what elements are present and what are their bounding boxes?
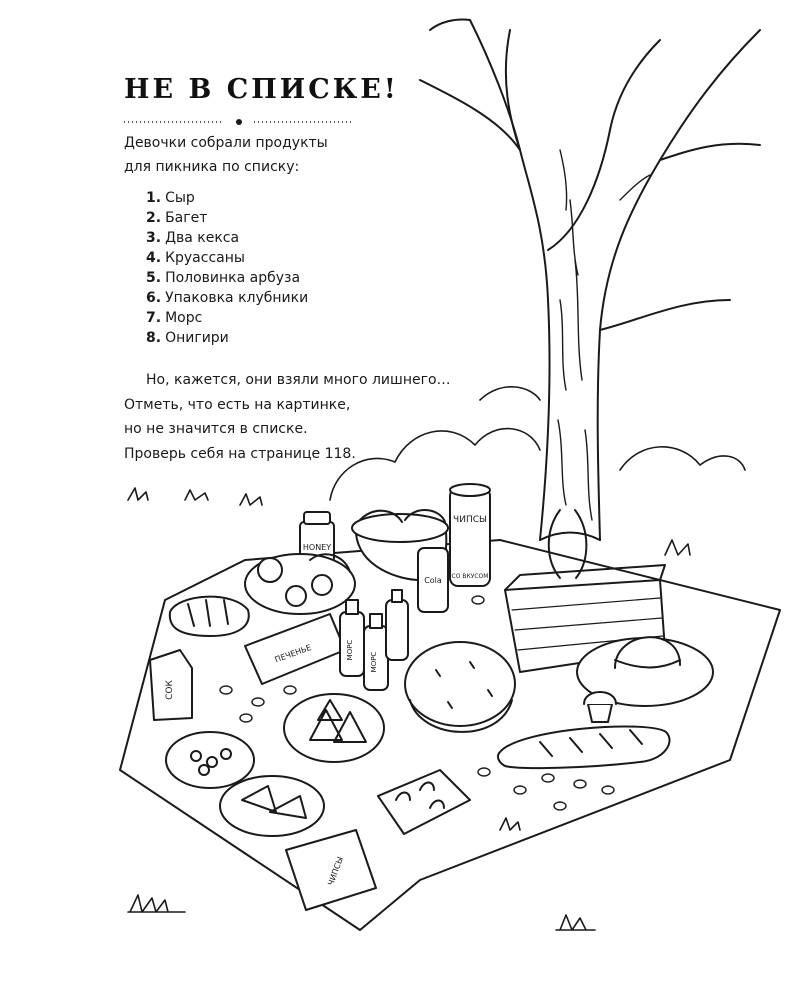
cupcake: [584, 692, 616, 722]
instructions-line-4: Проверь себя на странице 118.: [124, 445, 356, 462]
list-item: [146, 308, 308, 328]
list-item-number: 3.: [146, 230, 162, 246]
list-item-label: Два кекса: [165, 230, 240, 246]
chips-tube: [450, 484, 490, 586]
list-item: [146, 248, 308, 268]
soda-can-label: Cola: [424, 576, 442, 585]
list-item-label: Онигири: [165, 330, 229, 346]
intro-line-1: Девочки собрали продукты: [124, 135, 328, 151]
soda-can: [418, 548, 448, 612]
list-item: [146, 228, 308, 248]
cookie-packet-label: ПЕЧЕНЬЕ: [273, 642, 313, 665]
intro-line-2: для пикника по списку:: [124, 159, 300, 175]
instructions-text: [124, 368, 504, 466]
chips-bag-label: ЧИПСЫ: [326, 855, 346, 887]
list-item-label: Сыр: [165, 190, 195, 206]
cheese-plate: [220, 776, 324, 836]
mors-bottles: [340, 590, 408, 690]
mors-bottle-label-2: МОРС: [370, 651, 378, 673]
list-item-label: Багет: [165, 210, 208, 226]
list-item-label: Круассаны: [165, 250, 245, 266]
shopping-list: [146, 188, 308, 348]
chips-bag: [286, 830, 376, 910]
instructions-line-1: Но, кажется, они взяли много лишнего…: [146, 372, 451, 388]
list-item: [146, 188, 308, 208]
snack-plate: [166, 732, 254, 788]
watermelon-half: [405, 642, 515, 732]
list-item-label: Морс: [165, 310, 203, 326]
list-item-number: 7.: [146, 310, 162, 326]
juice-box: [150, 650, 192, 720]
list-item-number: 5.: [146, 270, 162, 286]
list-item: [146, 328, 308, 348]
plate-cookies-cupcake: [245, 554, 355, 614]
instructions-line-3: но не значится в списке.: [124, 421, 308, 437]
list-item: [146, 268, 308, 288]
list-item-label: Половинка арбуза: [165, 270, 301, 286]
instructions-line-2: Отметь, что есть на картинке,: [124, 396, 351, 413]
list-item-number: 2.: [146, 210, 162, 226]
list-item-number: 6.: [146, 290, 162, 306]
list-item-number: 4.: [146, 250, 162, 266]
list-item: [146, 288, 308, 308]
onigiri-plate: [284, 694, 384, 762]
list-item: [146, 208, 308, 228]
honey-jar-label: HONEY: [302, 543, 332, 552]
title-divider: [124, 118, 354, 126]
chips-tube-flavor: СО ВКУСОМ: [451, 573, 489, 580]
list-item-number: 8.: [146, 330, 162, 346]
intro-text: [124, 131, 424, 179]
list-item-label: Упаковка клубники: [165, 290, 309, 306]
cookie-packet: [245, 614, 345, 684]
baguette: [498, 726, 670, 768]
page-title: НЕ В СПИСКЕ!: [124, 74, 399, 105]
bread-loaf: [170, 597, 249, 636]
juice-box-label: СОК: [165, 680, 175, 700]
strawberry-box: [378, 770, 470, 834]
mors-bottle-label-1: МОРС: [346, 639, 354, 661]
chips-tube-label: ЧИПСЫ: [453, 515, 487, 525]
list-item-number: 1.: [146, 190, 162, 206]
